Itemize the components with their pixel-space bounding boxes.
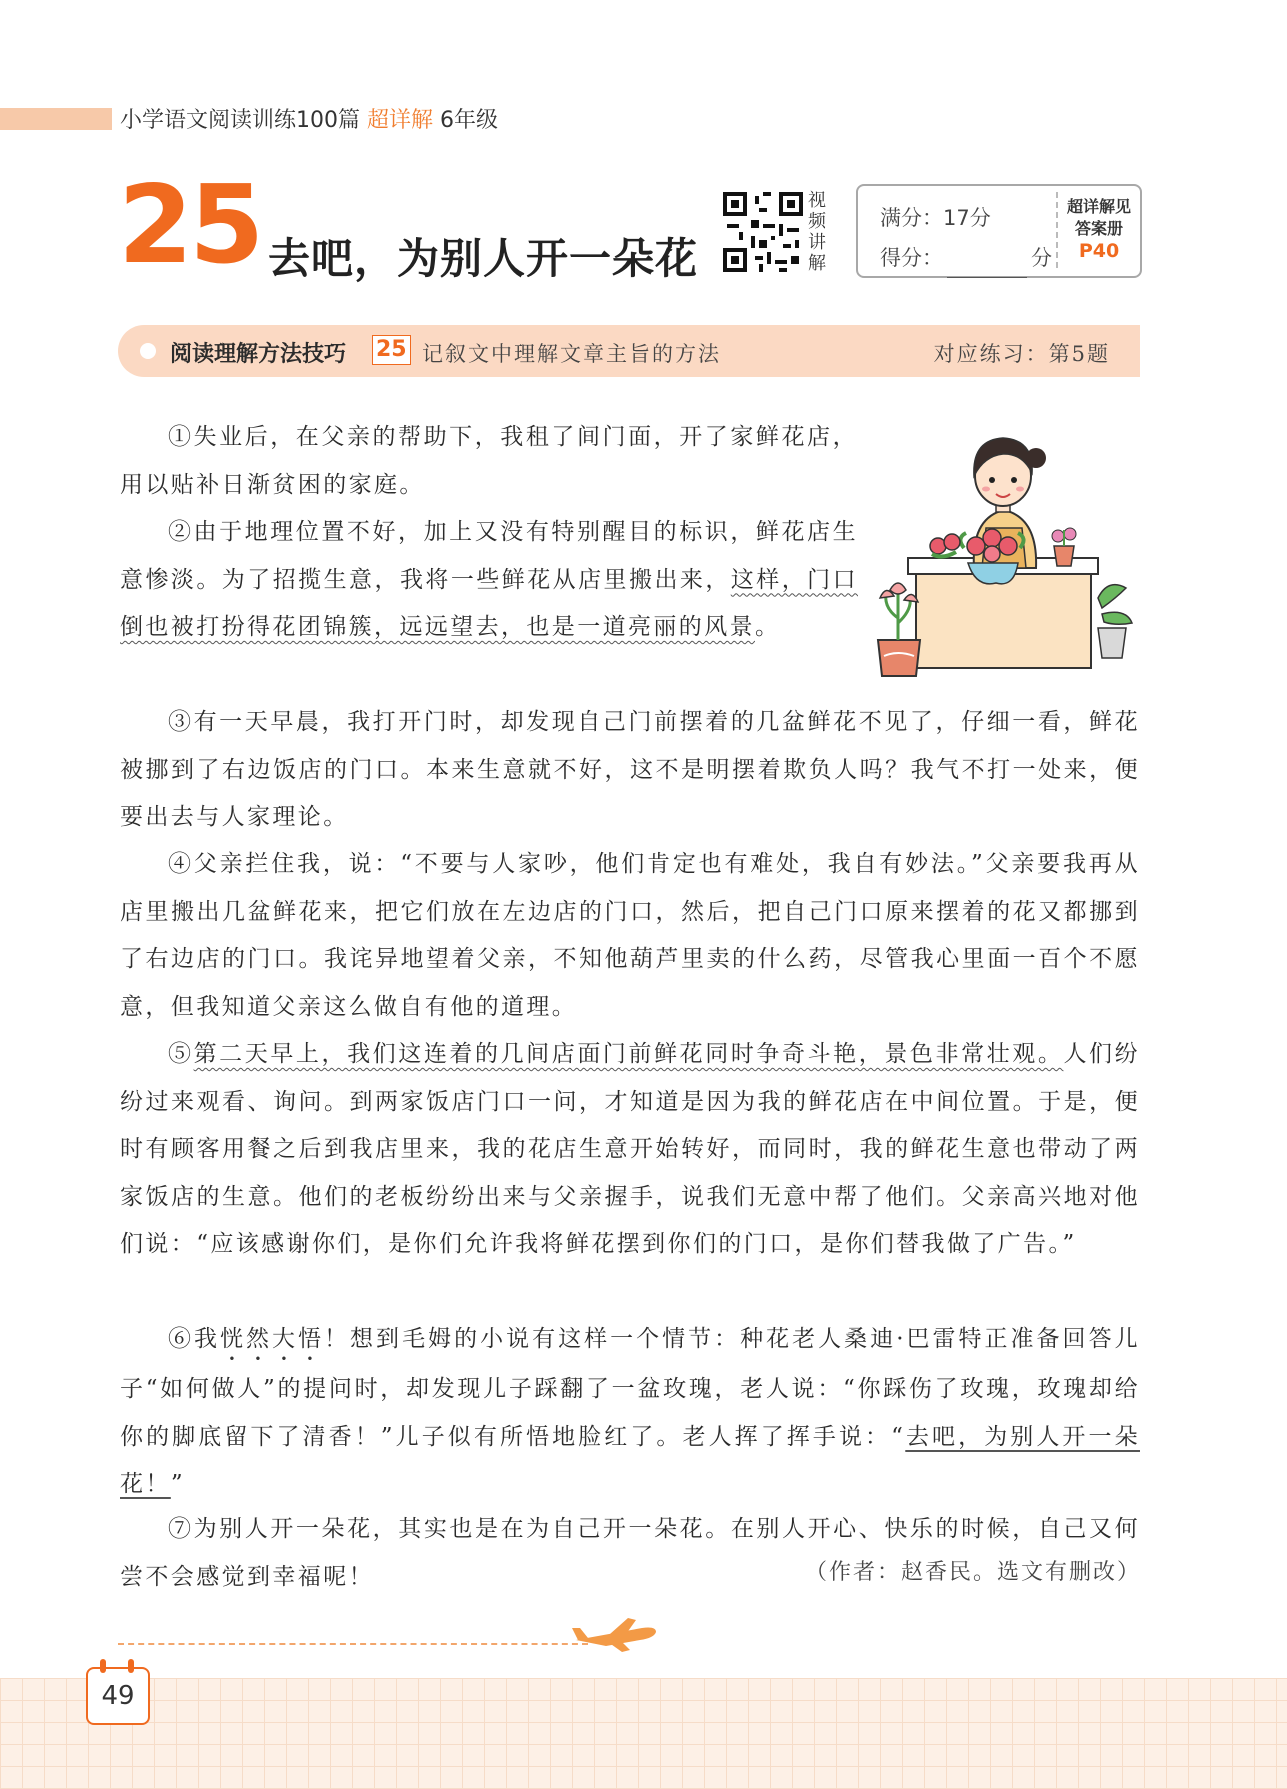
method-banner — [118, 325, 1140, 377]
paragraph-4: ④父亲拦住我，说：“不要与人家吵，他们肯定也有难处，我自有妙法。”父亲要我再从店里搬出几盆鲜花来，把它们放在左边店的门口，然后，把自己门口原来摆着的花又都挪到了右边店的门口。我诧异地望着父亲，不知他葫芦里卖的什么药，尽管我心里面一百个不愿意，但我知道父亲这么做自有他的道理。 — [120, 851, 1140, 1020]
paragraph-6-underline: 去吧，为别人开一朵花！ — [120, 1423, 1140, 1497]
exercise-reference: 对应练习：第5题 — [933, 342, 1110, 366]
book-header — [120, 103, 498, 134]
paragraph-2-end: 。 — [755, 614, 781, 640]
dashed-divider — [118, 1643, 588, 1645]
score-box — [856, 184, 1142, 278]
method-number: 25 — [372, 335, 411, 365]
paragraph-5 — [120, 1031, 1140, 1269]
lesson-number: 25 — [118, 163, 261, 288]
book-title: 小学语文阅读训练100篇 — [120, 108, 360, 133]
airplane-icon — [570, 1614, 660, 1654]
calendar-ring-icon — [128, 1659, 134, 1673]
paragraph-2-wavy-underline: 这样，门口倒也被打扮得花团锦簇，远远望去，也是一道亮丽的风景 — [120, 566, 858, 640]
score-unit: 分 — [1031, 246, 1052, 270]
paragraph-6-start: ⑥我 — [168, 1326, 221, 1352]
qr-label-char: 讲 — [808, 232, 826, 253]
calendar-ring-icon — [100, 1659, 106, 1673]
florist-girl-illustration — [876, 418, 1138, 680]
paragraph-5-number: ⑤ — [168, 1041, 194, 1067]
qr-label-char: 解 — [808, 253, 826, 274]
page-number: 49 — [101, 1681, 135, 1711]
article-source: （作者：赵香民。选文有删改） — [804, 1560, 1141, 1585]
score-fields — [880, 198, 1052, 278]
method-label: 阅读理解方法技巧 — [170, 342, 347, 367]
answer-page: P40 — [1078, 240, 1120, 262]
paragraph-6 — [120, 1316, 1140, 1509]
paragraph-5-wavy-underline: 第二天早上，我们这连着的几间店面门前鲜花同时争奇斗艳，景色非常壮观。 — [193, 1041, 1064, 1067]
answer-ref-line2: 答案册 — [1074, 219, 1123, 238]
qr-label-char: 视 — [808, 190, 826, 211]
paragraph-6-end: ” — [170, 1471, 185, 1497]
bullet-dot-icon — [140, 343, 156, 359]
paragraph-7: ⑦为别人开一朵花，其实也是在为自己开一朵花。在别人开心、快乐的时候，自己又何尝不会感觉到幸福呢！ — [120, 1516, 1140, 1590]
edition-label: 超详解 — [367, 108, 434, 133]
paragraph-6-text: ！想到毛姆的小说有这样一个情节：种花老人桑迪·巴雷特正准备回答儿子“如何做人”的提问时，却发现儿子踩翻了一盆玫瑰，老人说：“你踩伤了玫瑰，玫瑰却给你的脚底留下了清香！”儿子似有所悟地脸红了。老人挥了挥手说：“ — [120, 1326, 1140, 1450]
method-topic: 记叙文中理解文章主旨的方法 — [422, 342, 721, 366]
paragraph-3: ③有一天早晨，我打开门时，却发现自己门前摆着的几盆鲜花不见了，仔细一看，鲜花被挪到了右边饭店的门口。本来生意就不好，这不是明摆着欺负人吗？我气不打一处来，便要出去与人家理论。 — [120, 709, 1140, 830]
paragraph-2 — [120, 509, 858, 652]
grade-label: 6年级 — [440, 108, 499, 133]
qr-code-icon[interactable] — [723, 192, 803, 272]
paragraph-2-text: ②由于地理位置不好，加上又没有特别醒目的标识，鲜花店生意惨淡。为了招揽生意，我将一些鲜花从店里搬出来， — [120, 519, 858, 593]
video-explain-label — [806, 190, 828, 274]
lesson-title: 去吧，为别人开一朵花 — [268, 234, 699, 283]
paragraph-6-dotted-emphasis: 恍然大悟 — [220, 1326, 325, 1352]
page-number-tab — [86, 1667, 150, 1725]
answer-reference — [1058, 196, 1140, 262]
score-label: 得分： — [880, 246, 943, 270]
answer-ref-line1: 超详解见 — [1066, 197, 1131, 216]
qr-label-char: 频 — [808, 211, 826, 232]
paragraph-1: ①失业后，在父亲的帮助下，我租了间门面，开了家鲜花店，用以贴补日渐贫困的家庭。 — [120, 424, 858, 498]
paragraph-5-text: 人们纷纷过来观看、询问。到两家饭店门口一问，才知道是因为我的鲜花店在中间位置。于是，便时有顾客用餐之后到我店里来，我的花店生意开始转好，而同时，我的鲜花生意也带动了两家饭店的生意。他们的老板纷纷出来与父亲握手，说我们无意中帮了他们。父亲高兴地对他们说：“应该感谢你们，是你们允许我将鲜花摆到你们的门口，是你们替我做了广告。” — [120, 1041, 1141, 1257]
header-color-band — [0, 108, 112, 130]
score-blank-field[interactable] — [947, 257, 1027, 278]
full-score: 满分：17分 — [880, 206, 991, 230]
score-line — [880, 238, 1052, 278]
footer-grid-background — [0, 1678, 1287, 1789]
